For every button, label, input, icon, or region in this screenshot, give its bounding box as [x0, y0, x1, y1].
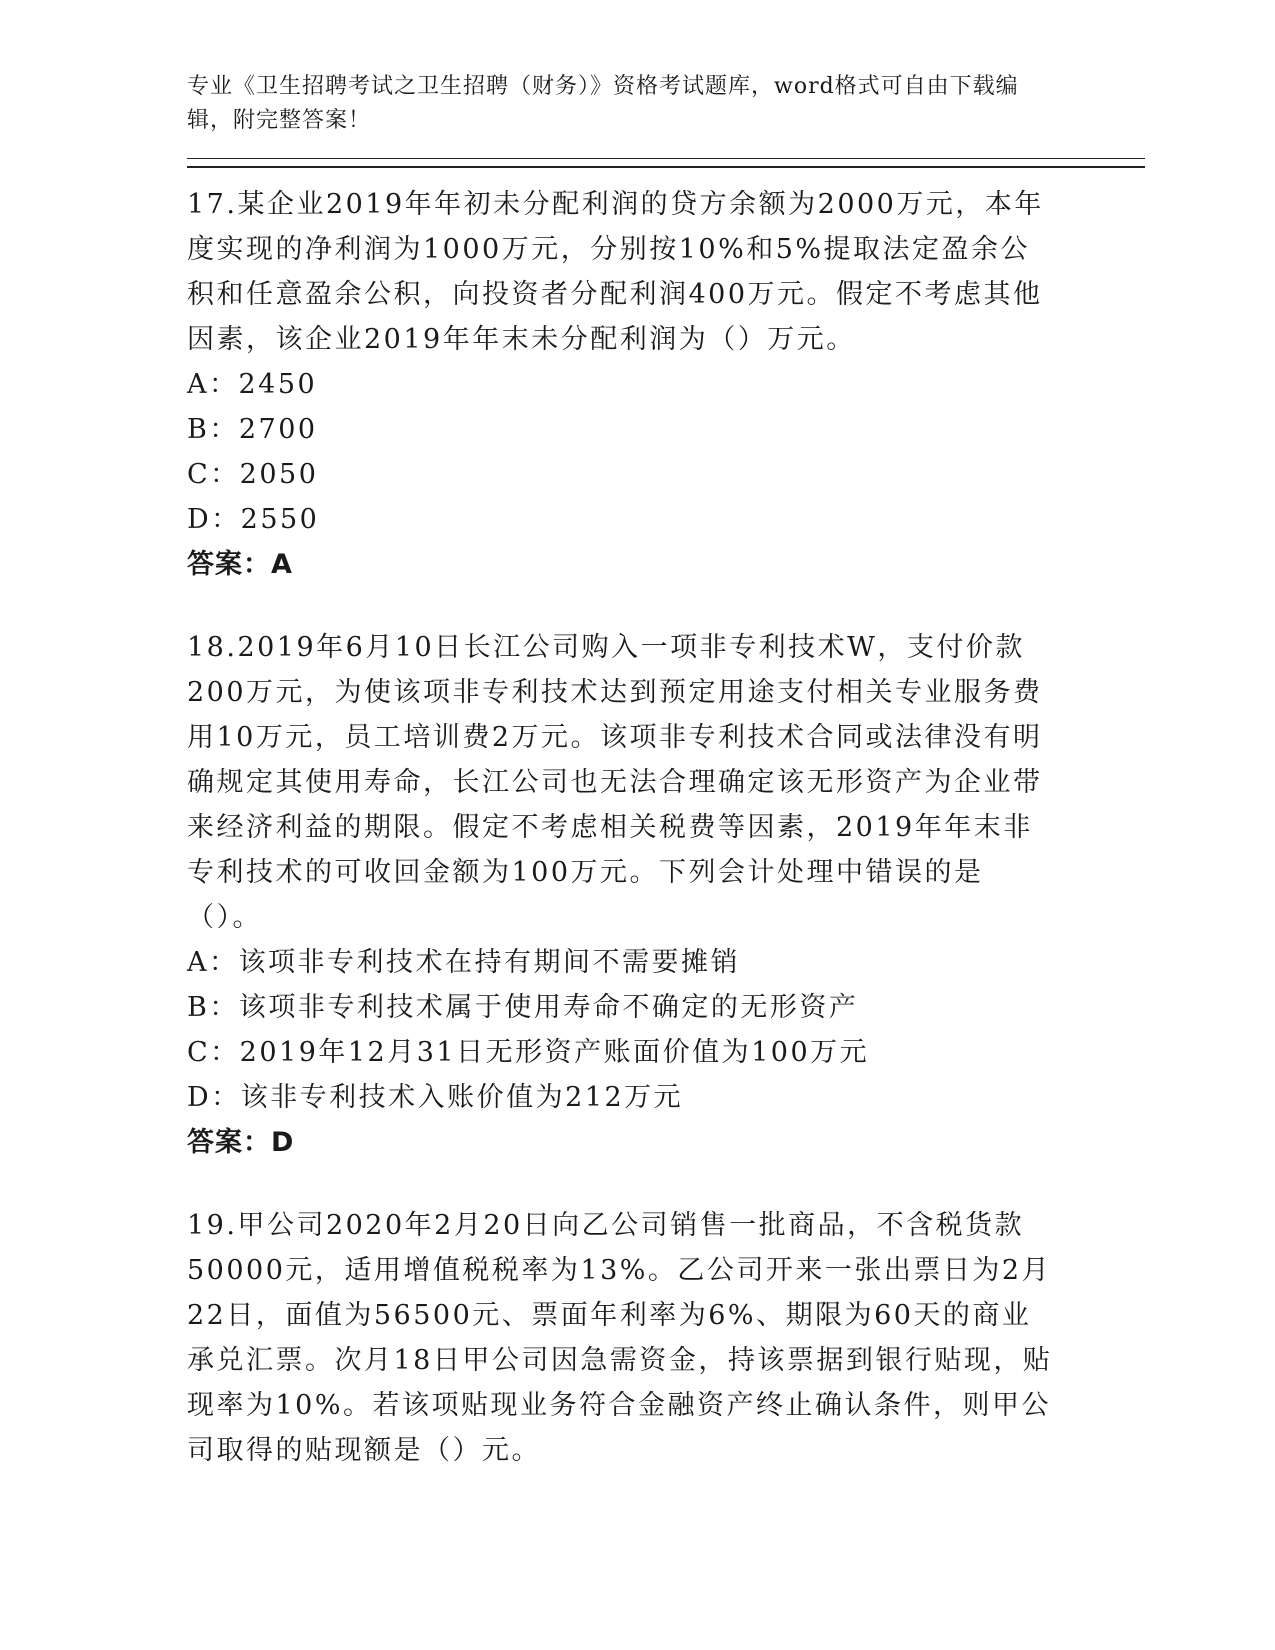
document-page	[187, 70, 1087, 1473]
answer-label: 答案：A	[187, 549, 293, 580]
question-stem: 17.某企业2019年年初未分配利润的贷方余额为2000万元，本年度实现的净利润为1000万元，分别按10%和5%提取法定盈余公积和任意盈余公积，向投资者分配利润400万元。假定不考虑其他因素，该企业2019年年末未分配利润为（）万元。	[187, 189, 1044, 355]
option-a: A：该项非专利技术在持有期间不需要摊销	[187, 947, 740, 978]
option-b: B：该项非专利技术属于使用寿命不确定的无形资产	[187, 992, 859, 1023]
question-19	[187, 1203, 1087, 1473]
question-17	[187, 182, 1087, 587]
document-header: 专业《卫生招聘考试之卫生招聘（财务）》资格考试题库，word格式可自由下载编辑，附完整答案！	[187, 74, 1019, 133]
option-c: C：2019年12月31日无形资产账面价值为100万元	[187, 1037, 870, 1068]
question-stem: 18.2019年6月10日长江公司购入一项非专利技术W，支付价款200万元，为使该项非专利技术达到预定用途支付相关专业服务费用10万元，员工培训费2万元。该项非专利技术合同或法律没有明确规定其使用寿命，长江公司也无法合理确定该无形资产为企业带来经济利益的期限。假定不考虑相关税费等因素，2019年年末非专利技术的可收回金额为100万元。下列会计处理中错误的是（）。	[187, 632, 1043, 933]
option-b: B：2700	[187, 414, 318, 445]
question-18	[187, 625, 1087, 1165]
header-divider	[187, 158, 1145, 168]
option-a: A：2450	[187, 369, 318, 400]
option-d: D：2550	[187, 504, 320, 535]
option-c: C：2050	[187, 459, 319, 490]
question-stem: 19.甲公司2020年2月20日向乙公司销售一批商品，不含税货款50000元，适用增值税税率为13%。乙公司开来一张出票日为2月22日，面值为56500元、票面年利率为6%、期限为60天的商业承兑汇票。次月18日甲公司因急需资金，持该票据到银行贴现，贴现率为10%。若该项贴现业务符合金融资产终止确认条件，则甲公司取得的贴现额是（）元。	[187, 1210, 1053, 1466]
answer-label: 答案：D	[187, 1127, 295, 1158]
option-d: D：该非专利技术入账价值为212万元	[187, 1082, 684, 1113]
